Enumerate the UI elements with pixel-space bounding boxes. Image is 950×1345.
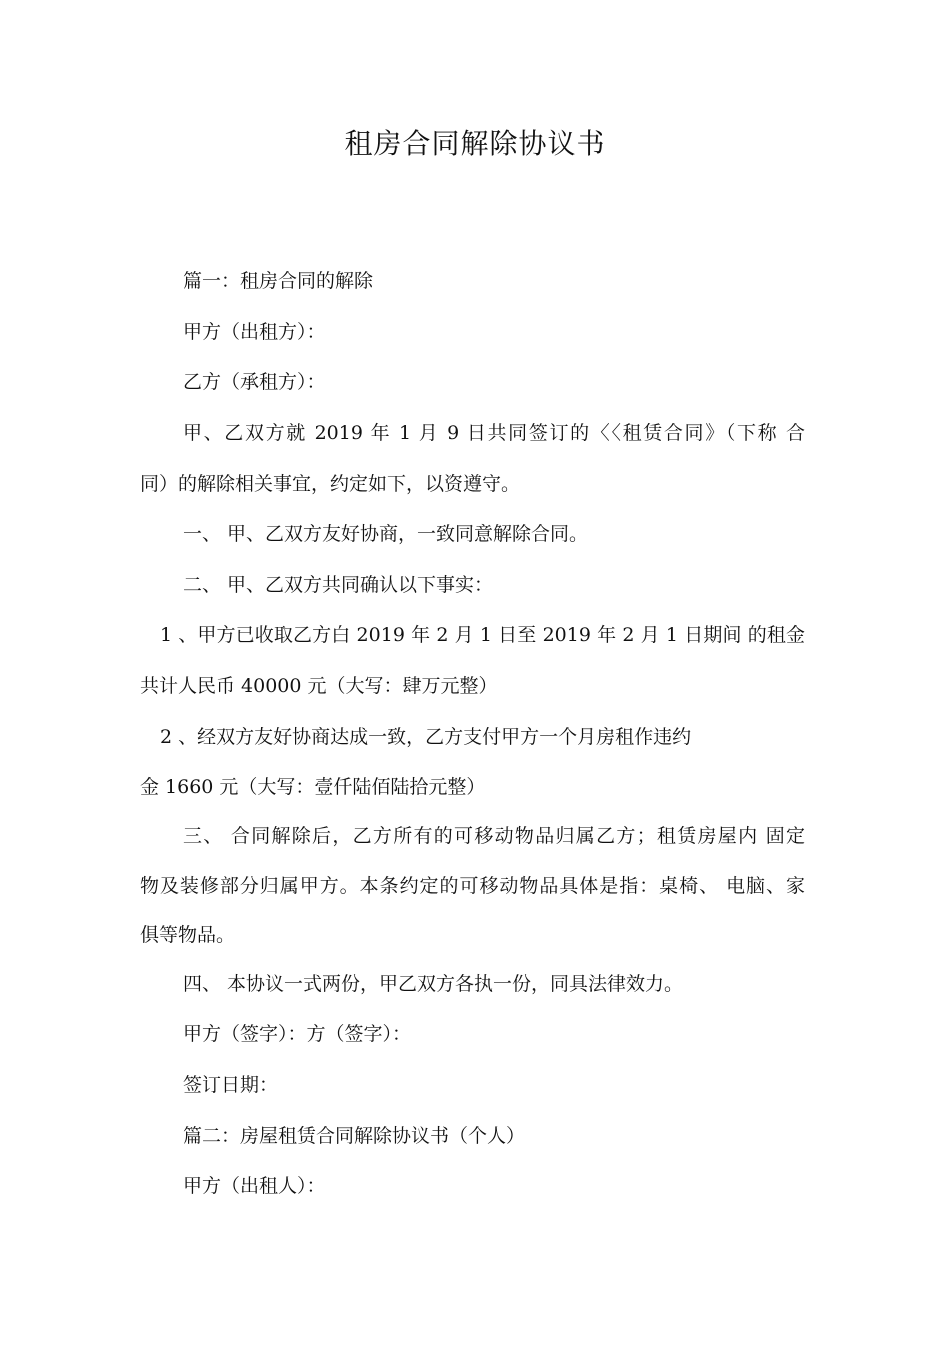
fact-item-1-line-2: 共计人民币 40000 元（大写：肆万元整） bbox=[140, 675, 498, 697]
clause-three-line-3: 俱等物品。 bbox=[140, 924, 236, 946]
section-heading-part-one: 篇一：租房合同的解除 bbox=[183, 270, 374, 292]
signing-date: 签订日期： bbox=[183, 1074, 279, 1096]
clause-two: 二、 甲、乙双方共同确认以下事实： bbox=[183, 574, 494, 596]
intro-paragraph-line-1: 甲、乙双方就 2019 年 1 月 9 日共同签订的〈〈租赁合同》（下称 合 bbox=[183, 422, 805, 444]
fact-item-1-line-1: 1 、甲方已收取乙方白 2019 年 2 月 1 日至 2019 年 2 月 1 日期间 的租金 bbox=[160, 624, 805, 646]
clause-one: 一、 甲、乙双方友好协商，一致同意解除合同。 bbox=[183, 523, 589, 545]
intro-paragraph-line-2: 同）的解除相关事宜，约定如下，以资遵守。 bbox=[140, 473, 521, 495]
fact-item-2-line-2: 金 1660 元（大写：壹仟陆佰陆拾元整） bbox=[140, 776, 486, 798]
clause-four: 四、 本协议一式两份，甲乙双方各执一份，同具法律效力。 bbox=[183, 973, 684, 995]
clause-three-line-1: 三、 合同解除后，乙方所有的可移动物品归属乙方；租赁房屋内 固定 bbox=[183, 825, 805, 847]
party-a-lessor-part-two: 甲方（出租人）： bbox=[183, 1175, 326, 1197]
document-title: 租房合同解除协议书 bbox=[344, 127, 606, 160]
party-b-lessee: 乙方（承租方）： bbox=[183, 371, 326, 393]
fact-item-2-line-1: 2 、经双方友好协商达成一致，乙方支付甲方一个月房租作违约 bbox=[160, 726, 692, 748]
section-heading-part-two: 篇二：房屋租赁合同解除协议书（个人） bbox=[183, 1125, 526, 1147]
clause-three-line-2: 物及装修部分归属甲方。本条约定的可移动物品具体是指：桌椅、 电脑、家 bbox=[140, 875, 805, 897]
signature-line: 甲方（签字）：方（签字）： bbox=[183, 1023, 412, 1045]
party-a-lessor: 甲方（出租方）： bbox=[183, 321, 326, 343]
